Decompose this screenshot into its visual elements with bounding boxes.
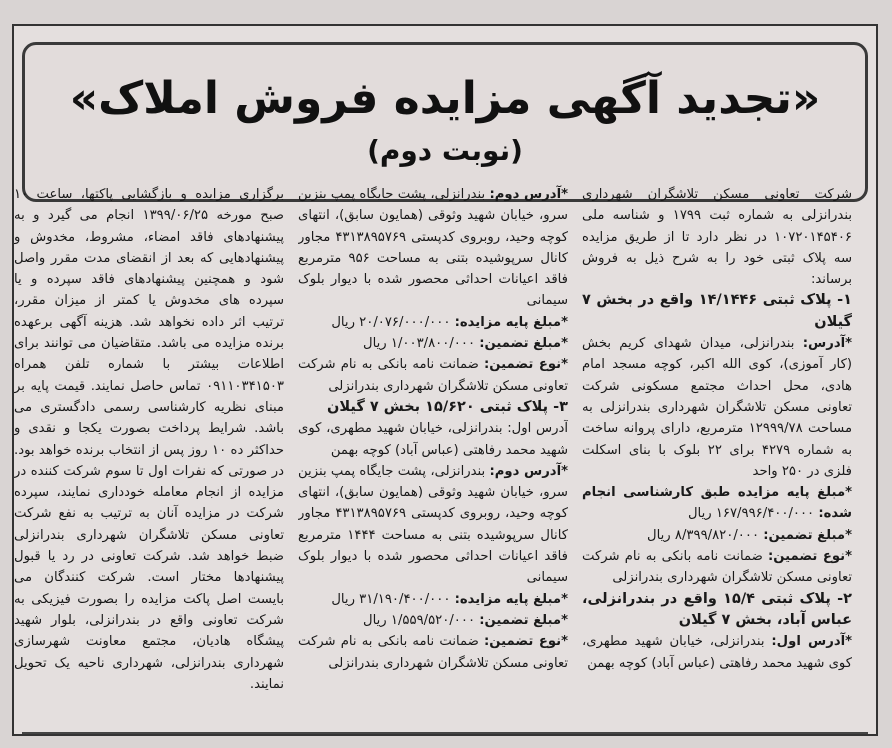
plot-2-guarantee-type: *نوع تضمین: ضمانت نامه بانکی به نام شرکت تعاونی مسکن تلاشگران شهرداری بندرانزلی <box>298 357 568 394</box>
plot-3-address-1: آدرس اول: بندرانزلی، خیابان شهید مطهری، کوی شهید محمد رفاهتی (عباس آباد) کوچه بهمن <box>298 421 568 458</box>
plot-2-base-price: *مبلغ پایه مزایده: ۲۰/۰۷۶/۰۰۰/۰۰۰ ریال <box>331 314 568 330</box>
column-3 <box>14 184 284 704</box>
plot-1-address: *آدرس: بندرانزلی، میدان شهدای کریم بخش (کار آموزی)، کوی الله اکبر، کوچه مسجد امام هادی، محل احداث مجتمع مسکونی شرکت تعاونی مسکن تلاشگران شهرداری بندرانزلی به مساحت ۱۲۹۹۹/۷۸ مترمربع، دارای پروانه ساخت به شماره ۴۲۷۹ برای ۲۲ بلوک با بنای اسکلت فلزی در ۲۵۰ واحد <box>582 336 852 479</box>
plot-1-guarantee-type: *نوع تضمین: ضمانت نامه بانکی به نام شرکت تعاونی مسکن تلاشگران شهرداری بندرانزلی <box>582 549 852 586</box>
plot-2-address-1: *آدرس اول: بندرانزلی، خیابان شهید مطهری، کوی شهید محمد رفاهتی (عباس آباد) کوچه بهمن <box>582 634 852 671</box>
plot-1-base-price: *مبلغ پایه مزایده طبق کارشناسی انجام شده: ۱۶۷/۹۹۶/۴۰۰/۰۰۰ ریال <box>582 485 852 522</box>
plot-2-heading: ۲- پلاک ثبتی ۱۵/۴ واقع در بندرانزلی، عباس آباد، بخش ۷ گیلان <box>582 590 852 628</box>
header-box <box>22 42 868 202</box>
plot-3-guarantee-type: *نوع تضمین: ضمانت نامه بانکی به نام شرکت تعاونی مسکن تلاشگران شهرداری بندرانزلی <box>298 634 568 671</box>
plot-1-guarantee: *مبلغ تضمین: ۸/۳۹۹/۸۲۰/۰۰۰ ریال <box>647 527 852 543</box>
column-1 <box>582 184 852 704</box>
page-title: «تجدید آگهی مزایده فروش املاک» <box>69 73 821 124</box>
plot-3-guarantee: *مبلغ تضمین: ۱/۵۵۹/۵۲۰/۰۰۰ ریال <box>363 612 568 628</box>
plot-3-heading: ۳- پلاک ثبتی ۱۵/۶۲۰ بخش ۷ گیلان <box>327 398 568 415</box>
plot-2-guarantee: *مبلغ تضمین: ۱/۰۰۳/۸۰۰/۰۰۰ ریال <box>363 336 568 352</box>
page-subtitle: (نوبت دوم) <box>367 134 523 167</box>
plot-2-address-2: *آدرس دوم: بندرانزلی، پشت جایگاه پمپ بنزین سرو، خیابان شهید وثوقی (همایون سابق)، انتهای کوچه وحید، روبروی کدپستی ۴۳۱۳۸۹۵۷۶۹ مجاور کانال سرپوشیده بتنی به مساحت ۹۵۶ مترمربع فاقد اعیانات احداثی محصور شده با دیوار بلوک سیمانی <box>298 187 568 309</box>
intro-text: شرکت تعاونی مسکن تلاشگران شهرداری بندرانزلی به شماره ثبت ۱۷۹۹ و شناسه ملی ۱۰۷۲۰۱۴۵۴۰۶ در نظر دارد تا از طریق مزایده سه پلاک ثبتی خود را به شرح ذیل به فروش برساند: <box>582 187 852 288</box>
column-2 <box>298 184 568 704</box>
terms-text: برگزاری مزایده و بازگشایی پاکتها، ساعت ۱۰ صبح مورخه ۱۳۹۹/۰۶/۲۵ انجام می گیرد و به پیشنهادهای فاقد امضاء، مشروط، مخدوش و پیشنهادهایی که بعد از انقضای مدت مقرر واصل شود و همچنین پیشنهادهای فاقد سپرده و یا سپرده های مخدوش یا کمتر از میزان مقرر، ترتیب اثر داده نخواهد شد. هزینه آگهی برعهده برنده مزایده می باشد. متقاضیان می توانند برای اطلاعات بیشتر با شماره تلفن همراه ۰۹۱۱۰۳۴۱۵۰۳ تماس حاصل نمایند. قیمت پایه بر مبنای نظریه کارشناسی رسمی دادگستری می باشد. شرایط پرداخت بصورت یکجا و نقدی و حداکثر ده ۱۰ روز پس از انتخاب برنده خواهد بود. در صورتی که نفرات اول تا سوم شرکت کننده در مزایده از انجام معامله خودداری نمایند، سپرده شرکت در مزایده آنان به ترتیب به نفع شرکت تعاونی مسکن تلاشگران شهرداری بندرانزلی ضبط خواهد شد. شرکت تعاونی در رد یا قبول پیشنهادها مختار است. شرکت کنندگان می بایست اصل پاکت مزایده را بصورت فیزیکی به شرکت تعاونی واقع در بندرانزلی، بلوار شهید پیشگاه هادیان، مجتمع معاونت شهرسازی شهرداری بندرانزلی، شهرداری ناحیه یک تحویل نمایند. <box>14 187 284 692</box>
plot-3-address-2: *آدرس دوم: بندرانزلی، پشت جایگاه پمپ بنزین سرو، خیابان شهید وثوقی (همایون سابق)، انتهای کوچه وحید، روبروی کدپستی ۴۳۱۳۸۹۵۷۶۹ مجاور کانال سرپوشیده بتنی به مساحت ۱۴۴۴ مترمربع فاقد اعیانات احداثی محصور شده با دیوار بلوک سیمانی <box>298 463 568 586</box>
ad-columns <box>14 184 852 704</box>
plot-1-heading: ۱- پلاک ثبتی ۱۴/۱۴۴۶ واقع در بخش ۷ گیلان <box>582 292 852 330</box>
plot-3-base-price: *مبلغ پایه مزایده: ۳۱/۱۹۰/۴۰۰/۰۰۰ ریال <box>331 591 568 607</box>
bottom-divider <box>22 732 868 748</box>
